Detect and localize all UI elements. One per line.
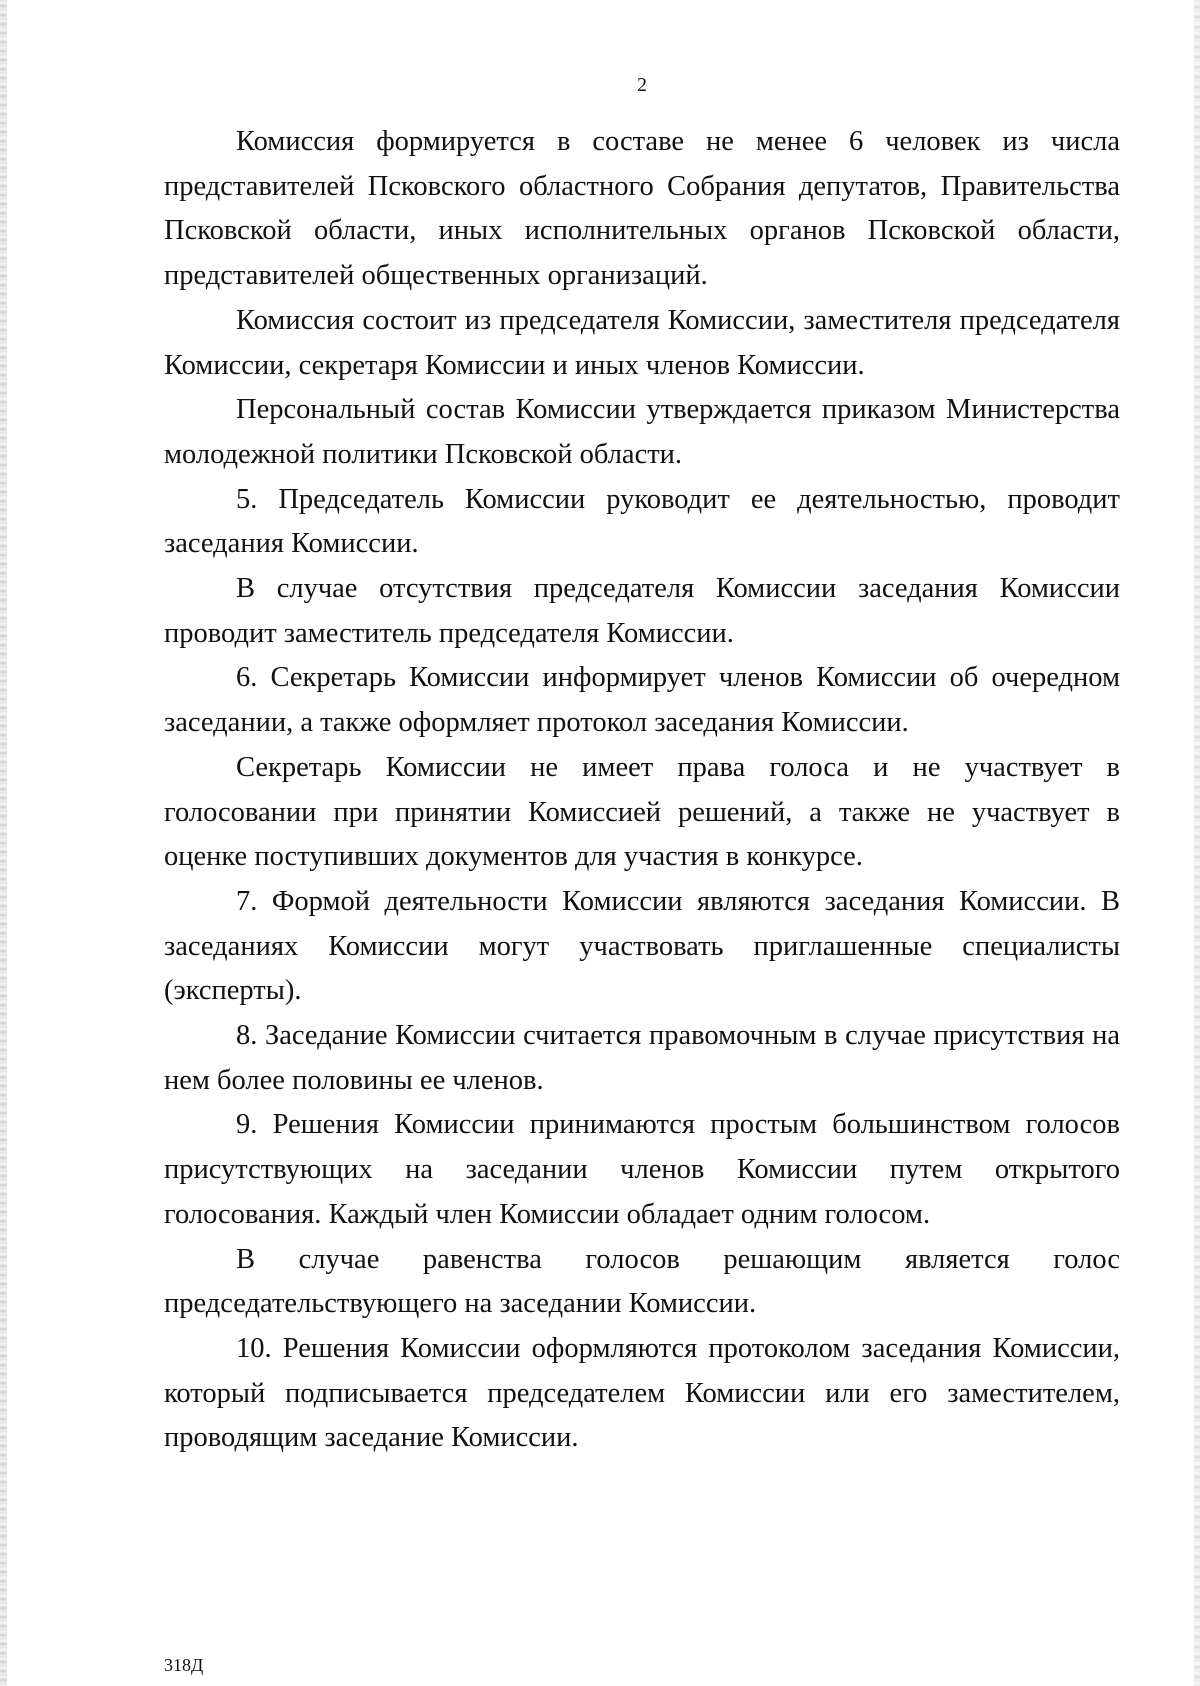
paragraph-tie-vote: В случае равенства голосов решающим является голос председательствующего на заседании Комиссии. [164, 1243, 1120, 1320]
paragraph-item-6: 6. Секретарь Комиссии информирует членов Комиссии об очередном заседании, а также оформляет протокол заседания Комиссии. [164, 662, 1120, 739]
paragraph-item-8: 8. Заседание Комиссии считается правомочным в случае присутствия на нем более половины ее членов. [164, 1020, 1120, 1096]
paragraph-item-9: 9. Решения Комиссии принимаются простым большинством голосов присутствующих на заседании членов Комиссии путем открытого голосования. Каждый член Комиссии обладает одним голосом. [164, 1109, 1120, 1230]
scan-edge-right [1194, 0, 1200, 1686]
paragraph-commission-composition: Комиссия формируется в составе не менее 6 человек из числа представителей Псковского областного Собрания депутатов, Правительства Псковской области, иных исполнительных органов Псковской области, представителей общественных организаций. [164, 126, 1120, 292]
paragraph-item-10: 10. Решения Комиссии оформляются протоколом заседания Комиссии, который подписывается председателем Комиссии или его заместителем, проводящим заседание Комиссии. [164, 1332, 1120, 1454]
paragraph-item-7: 7. Формой деятельности Комиссии являются заседания Комиссии. В заседаниях Комиссии могут участвовать приглашенные специалисты (эксперты). [164, 885, 1120, 1007]
paragraph-personal-composition: Персональный состав Комиссии утверждается приказом Министерства молодежной политики Псковской области. [164, 394, 1120, 470]
paragraph-secretary-rights: Секретарь Комиссии не имеет права голоса и не участвует в голосовании при принятии Комиссией решений, а также не участвует в оценке поступивших документов для участия в конкурсе. [164, 751, 1120, 873]
page-number: 2 [637, 74, 647, 96]
paragraph-commission-members: Комиссия состоит из председателя Комиссии, заместителя председателя Комиссии, секретаря Комиссии и иных членов Комиссии. [164, 304, 1120, 381]
paragraph-item-5: 5. Председатель Комиссии руководит ее деятельностью, проводит заседания Комиссии. [164, 483, 1120, 560]
footer-document-code: 318Д [164, 1655, 204, 1675]
scan-edge-left [0, 0, 7, 1686]
document-body [164, 120, 1120, 1461]
paragraph-deputy-chair: В случае отсутствия председателя Комиссии заседания Комиссии проводит заместитель председателя Комиссии. [164, 573, 1120, 649]
